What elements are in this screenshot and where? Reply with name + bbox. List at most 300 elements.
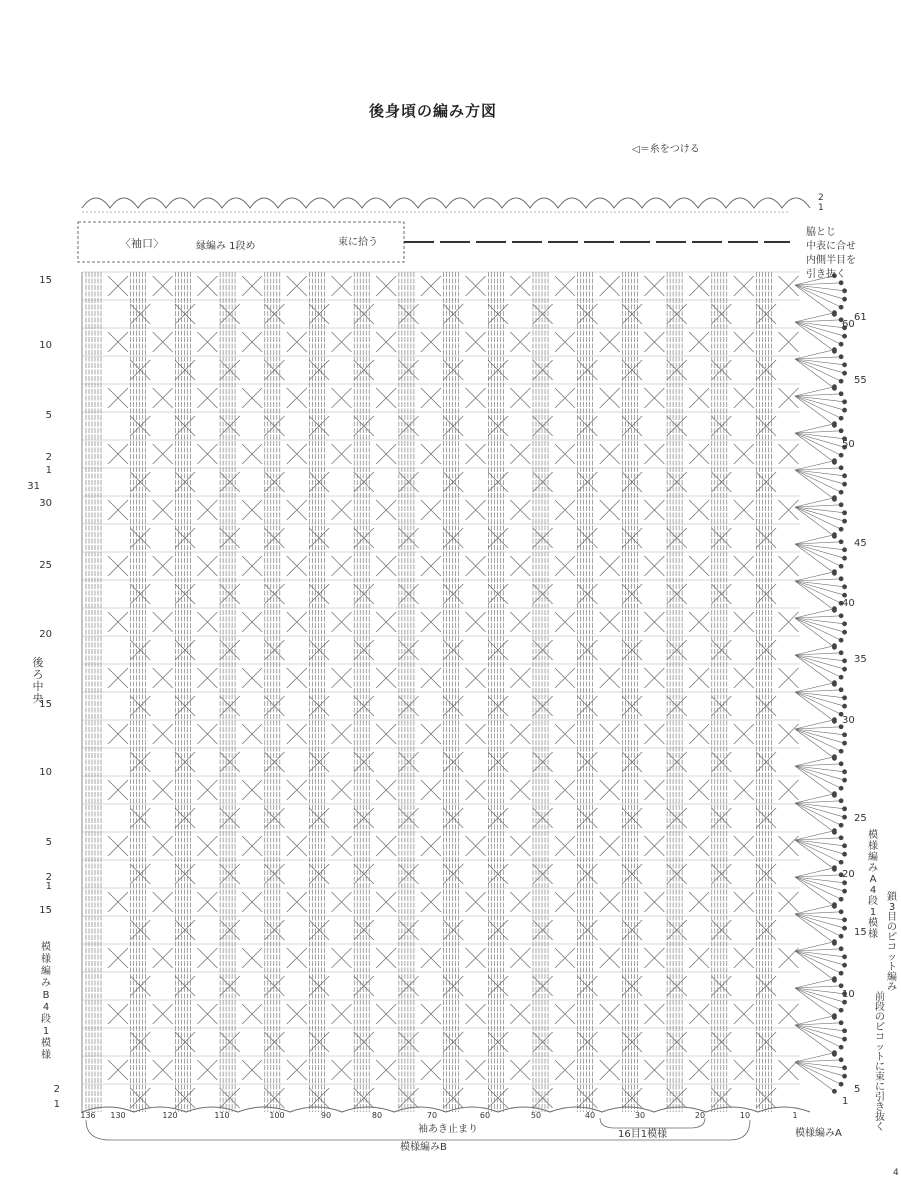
picot-fan-stitch	[795, 507, 845, 513]
picot-dot	[839, 675, 844, 680]
fan-motif	[421, 556, 441, 576]
picot-dot	[842, 1065, 847, 1070]
fan-motif	[264, 1088, 284, 1108]
fan-motif	[287, 948, 307, 968]
picot-fan-stitch	[795, 914, 845, 920]
fan-motif	[533, 1088, 553, 1108]
picot-dot	[842, 658, 847, 663]
fan-motif	[600, 1060, 620, 1080]
bottom-tick: 130	[110, 1111, 126, 1120]
fan-motif	[376, 388, 396, 408]
fan-motif	[622, 584, 642, 604]
fan-motif	[197, 276, 217, 296]
picot-note-label: み	[887, 982, 897, 993]
picot-dot	[839, 835, 844, 840]
prev-picot-note-label: く	[875, 1122, 885, 1133]
pick-bundle-label: 束に拾う	[338, 237, 378, 248]
picot-dot	[842, 704, 847, 709]
picot-fan-stitch	[795, 433, 834, 462]
fan-motif	[264, 864, 284, 884]
fan-motif	[510, 1060, 530, 1080]
legend-note: ◁＝糸をつける	[632, 144, 700, 155]
picot-dot	[842, 806, 847, 811]
fan-motif	[488, 360, 508, 380]
picot-dot	[842, 769, 847, 774]
picot-fan-stitch	[795, 581, 834, 610]
fan-motif	[399, 696, 419, 716]
fan-motif	[197, 1060, 217, 1080]
row-number-right: 50	[842, 439, 855, 450]
fan-motif	[332, 1004, 352, 1024]
picot-dot	[832, 458, 837, 463]
fan-motif	[667, 752, 687, 772]
picot-dot	[832, 643, 837, 648]
row-number-left: 25	[39, 560, 52, 571]
bottom-tick: 136	[80, 1111, 96, 1120]
picot-dot	[832, 902, 837, 907]
picot-fan-stitch	[795, 877, 845, 883]
pattern-a-vertical-label: 段	[868, 896, 878, 907]
fan-motif	[287, 332, 307, 352]
fan-motif	[264, 416, 284, 436]
fan-motif	[421, 780, 441, 800]
fan-motif	[488, 976, 508, 996]
picot-dot	[842, 621, 847, 626]
row-number-right: 1	[842, 1096, 849, 1107]
fan-motif	[421, 388, 441, 408]
row-number-right: 10	[842, 989, 855, 1000]
fan-motif	[443, 304, 463, 324]
fan-motif	[108, 892, 128, 912]
picot-fan-stitch	[795, 322, 845, 328]
fan-motif	[510, 948, 530, 968]
fan-motif	[734, 948, 754, 968]
picot-fan-stitch	[795, 285, 845, 291]
fan-motif	[264, 808, 284, 828]
fan-motif	[734, 612, 754, 632]
fan-motif	[264, 920, 284, 940]
fan-motif	[466, 556, 486, 576]
picot-dot	[839, 465, 844, 470]
prev-picot-note-label: 束	[875, 1072, 885, 1083]
fan-motif	[600, 276, 620, 296]
picot-dot	[832, 717, 837, 722]
side-join-label: 引き抜く	[806, 269, 846, 280]
fan-motif	[175, 640, 195, 660]
fan-motif	[443, 472, 463, 492]
fan-motif	[555, 332, 575, 352]
fan-motif	[242, 444, 262, 464]
fan-motif	[153, 556, 173, 576]
fan-motif	[264, 1032, 284, 1052]
fan-motif	[399, 472, 419, 492]
fan-motif	[332, 780, 352, 800]
picot-dot	[839, 539, 844, 544]
side-join-label: 内側半目を	[806, 255, 856, 266]
picot-fan-stitch	[795, 729, 845, 735]
fan-motif	[130, 1088, 150, 1108]
fan-motif	[711, 976, 731, 996]
fan-motif	[600, 948, 620, 968]
prev-picot-note-label: 前	[875, 992, 885, 1003]
fan-motif	[756, 752, 776, 772]
picot-dot	[832, 421, 837, 426]
fan-motif	[779, 1060, 799, 1080]
fan-motif	[443, 696, 463, 716]
fan-motif	[488, 752, 508, 772]
picot-dot	[839, 428, 844, 433]
row-number-right: 45	[854, 538, 867, 549]
fan-motif	[130, 360, 150, 380]
fan-motif	[287, 780, 307, 800]
fan-motif	[332, 332, 352, 352]
fan-motif	[421, 724, 441, 744]
picot-dot	[842, 1037, 847, 1042]
fan-motif	[644, 556, 664, 576]
fan-motif	[376, 1004, 396, 1024]
fan-motif	[555, 1004, 575, 1024]
fan-motif	[443, 640, 463, 660]
picot-dot	[839, 638, 844, 643]
pattern-b-vertical-label: 様	[41, 1050, 51, 1061]
fan-motif	[644, 332, 664, 352]
picot-dot	[839, 650, 844, 655]
fan-motif	[443, 864, 463, 884]
fan-motif	[555, 444, 575, 464]
fan-motif	[108, 332, 128, 352]
picot-fan-stitch	[795, 655, 834, 684]
pattern-a-vertical-label: A	[869, 874, 877, 885]
fan-motif	[264, 360, 284, 380]
pattern-a-vertical-label: 様	[868, 929, 878, 940]
picot-note-label: ト	[887, 962, 897, 973]
picot-dot	[839, 983, 844, 988]
pattern-b-vertical-label: 段	[41, 1014, 51, 1025]
prev-picot-note-label: ッ	[875, 1042, 885, 1053]
picot-dot	[842, 408, 847, 413]
fan-motif	[354, 640, 374, 660]
picot-fan-stitch	[795, 1025, 834, 1054]
picot-dot	[839, 1057, 844, 1062]
fan-motif	[242, 500, 262, 520]
fan-motif	[667, 808, 687, 828]
fan-motif	[689, 612, 709, 632]
fan-motif	[466, 1004, 486, 1024]
picot-note-label: ッ	[887, 952, 897, 963]
fan-motif	[555, 1060, 575, 1080]
fan-motif	[175, 1032, 195, 1052]
picot-fan-stitch	[795, 544, 834, 573]
fan-motif	[577, 696, 597, 716]
picot-note-label: 3	[888, 902, 896, 913]
fan-motif	[130, 472, 150, 492]
repeat-16-label: 16目1模様	[618, 1129, 668, 1140]
picot-dot	[839, 379, 844, 384]
fan-motif	[667, 360, 687, 380]
fan-motif	[644, 612, 664, 632]
fan-motif	[421, 332, 441, 352]
prev-picot-note-label: コ	[875, 1032, 885, 1043]
fan-motif	[644, 780, 664, 800]
picot-dot	[842, 917, 847, 922]
fan-motif	[264, 528, 284, 548]
picot-note-label: 目	[887, 912, 897, 923]
row-number-right: 61	[854, 312, 867, 323]
picot-fan-stitch	[795, 581, 845, 587]
picot-dot	[842, 362, 847, 367]
side-join-label: 脇とじ	[806, 227, 836, 238]
fan-motif	[399, 976, 419, 996]
fan-motif	[220, 752, 240, 772]
picot-dot	[842, 815, 847, 820]
fan-motif	[466, 332, 486, 352]
picot-dot	[842, 1028, 847, 1033]
fan-motif	[108, 836, 128, 856]
fan-motif	[734, 500, 754, 520]
fan-motif	[622, 1088, 642, 1108]
picot-dot	[839, 1045, 844, 1050]
fan-motif	[376, 276, 396, 296]
picot-dot	[839, 897, 844, 902]
picot-fan-stitch	[795, 1062, 845, 1068]
picot-dot	[842, 473, 847, 478]
picot-dot	[839, 823, 844, 828]
row-number-right: 60	[842, 319, 855, 330]
picot-dot	[839, 687, 844, 692]
picot-dot	[839, 416, 844, 421]
fan-motif	[711, 640, 731, 660]
fan-motif	[287, 668, 307, 688]
fan-motif	[376, 948, 396, 968]
picot-dot	[842, 519, 847, 524]
fan-motif	[779, 500, 799, 520]
picot-dot	[842, 741, 847, 746]
picot-dot	[842, 399, 847, 404]
fan-motif	[108, 500, 128, 520]
picot-dot	[839, 490, 844, 495]
fan-motif	[399, 528, 419, 548]
picot-dot	[842, 732, 847, 737]
fan-motif	[510, 332, 530, 352]
picot-fan-stitch	[795, 470, 845, 476]
fan-motif	[689, 1004, 709, 1024]
pattern-b-label: 模様編みB	[400, 1142, 447, 1153]
fan-motif	[175, 808, 195, 828]
fan-motif	[533, 696, 553, 716]
fan-motif	[510, 780, 530, 800]
fan-motif	[600, 388, 620, 408]
fan-motif	[622, 752, 642, 772]
fan-motif	[242, 892, 262, 912]
row-number-right: 15	[854, 927, 867, 938]
fan-motif	[466, 892, 486, 912]
row-number-right: 25	[854, 813, 867, 824]
picot-fan-stitch	[795, 803, 834, 832]
fan-motif	[197, 836, 217, 856]
fan-motif	[622, 808, 642, 828]
bottom-tick: 40	[584, 1111, 596, 1120]
row-number-left: 2	[53, 1084, 60, 1095]
fan-motif	[488, 304, 508, 324]
bottom-tick: 20	[694, 1111, 706, 1120]
fan-motif	[600, 836, 620, 856]
fan-motif	[756, 1088, 776, 1108]
pattern-a-vertical-label: み	[868, 863, 878, 874]
fan-motif	[577, 1088, 597, 1108]
fan-motif	[533, 472, 553, 492]
fan-motif	[153, 948, 173, 968]
bottom-tick: 1	[792, 1111, 798, 1120]
bottom-tick: 70	[426, 1111, 438, 1120]
fan-motif	[264, 584, 284, 604]
fan-motif	[622, 1032, 642, 1052]
fan-motif	[466, 444, 486, 464]
fan-motif	[667, 920, 687, 940]
fan-motif	[600, 556, 620, 576]
picot-dot	[832, 347, 837, 352]
fan-motif	[711, 1088, 731, 1108]
fan-motif	[130, 416, 150, 436]
fan-motif	[287, 388, 307, 408]
picot-dot	[832, 1089, 837, 1094]
row-number-left: 10	[39, 340, 52, 351]
fan-motif	[242, 668, 262, 688]
picot-dot	[839, 576, 844, 581]
picot-dot	[839, 613, 844, 618]
row-number-left: 30	[39, 498, 52, 509]
fan-motif	[488, 864, 508, 884]
fan-motif	[622, 696, 642, 716]
fan-motif	[466, 668, 486, 688]
picot-dot	[832, 791, 837, 796]
fan-motif	[488, 584, 508, 604]
fan-motif	[756, 1032, 776, 1052]
fan-motif	[756, 696, 776, 716]
fan-motif	[421, 612, 441, 632]
pattern-a-vertical-label: 編	[868, 852, 878, 863]
fan-motif	[711, 416, 731, 436]
pattern-b-vertical-label: 模	[41, 1038, 51, 1049]
fan-motif	[734, 276, 754, 296]
fan-motif	[130, 920, 150, 940]
fan-motif	[577, 360, 597, 380]
fan-motif	[667, 864, 687, 884]
fan-motif	[153, 444, 173, 464]
fan-motif	[667, 304, 687, 324]
fan-motif	[510, 444, 530, 464]
page-number: 4	[893, 1168, 899, 1178]
fan-motif	[443, 1088, 463, 1108]
pattern-a-vertical-label: 模	[868, 918, 878, 929]
fan-motif	[510, 724, 530, 744]
picot-dot	[839, 1082, 844, 1087]
fan-motif	[510, 836, 530, 856]
fan-motif	[175, 528, 195, 548]
back-center-label: 央	[32, 692, 44, 705]
fan-motif	[577, 1032, 597, 1052]
fan-motif	[466, 276, 486, 296]
fan-motif	[756, 976, 776, 996]
picot-dot	[832, 754, 837, 759]
fan-motif	[711, 1032, 731, 1052]
back-center-label: 中	[32, 680, 44, 693]
picot-dot	[842, 482, 847, 487]
picot-dot	[839, 946, 844, 951]
fan-motif	[220, 304, 240, 324]
picot-fan-stitch	[795, 951, 845, 957]
pattern-b-vertical-label: 様	[41, 954, 51, 965]
fan-motif	[779, 388, 799, 408]
row-number-left: 5	[45, 410, 52, 421]
picot-dot	[832, 532, 837, 537]
fan-motif	[734, 1060, 754, 1080]
fan-motif	[421, 892, 441, 912]
fan-motif	[197, 612, 217, 632]
row-number-left: 1	[53, 1099, 60, 1110]
fan-motif	[488, 1088, 508, 1108]
fan-motif	[756, 528, 776, 548]
fan-motif	[354, 864, 374, 884]
fan-motif	[130, 304, 150, 324]
picot-dot	[842, 667, 847, 672]
fan-motif	[197, 780, 217, 800]
fan-motif	[533, 976, 553, 996]
fan-motif	[577, 472, 597, 492]
fan-motif	[175, 752, 195, 772]
picot-dot	[839, 786, 844, 791]
fan-motif	[287, 444, 307, 464]
fan-motif	[488, 920, 508, 940]
picot-dot	[839, 354, 844, 359]
fan-motif	[734, 388, 754, 408]
picot-fan-stitch	[795, 285, 834, 314]
fan-motif	[220, 1032, 240, 1052]
fan-motif	[734, 836, 754, 856]
fan-motif	[376, 332, 396, 352]
picot-dot	[839, 971, 844, 976]
fan-motif	[756, 808, 776, 828]
picot-fan-stitch	[795, 618, 845, 624]
fan-motif	[510, 276, 530, 296]
fan-motif	[622, 528, 642, 548]
row-number-left: 15	[39, 699, 52, 710]
fan-motif	[689, 780, 709, 800]
picot-dot	[842, 1074, 847, 1079]
fan-motif	[644, 444, 664, 464]
fan-motif	[510, 668, 530, 688]
picot-dot	[842, 297, 847, 302]
picot-fan-stitch	[795, 840, 834, 869]
picot-dot	[839, 798, 844, 803]
fan-motif	[130, 528, 150, 548]
fan-motif	[354, 528, 374, 548]
fan-motif	[309, 640, 329, 660]
fan-motif	[175, 472, 195, 492]
picot-dot	[832, 939, 837, 944]
fan-motif	[711, 696, 731, 716]
fan-motif	[153, 1004, 173, 1024]
fan-motif	[667, 416, 687, 436]
fan-motif	[622, 360, 642, 380]
fan-motif	[779, 780, 799, 800]
fan-motif	[756, 640, 776, 660]
top-row-2: 2	[818, 193, 824, 203]
fan-motif	[287, 556, 307, 576]
fan-motif	[533, 920, 553, 940]
picot-fan-stitch	[795, 766, 834, 795]
fan-motif	[443, 808, 463, 828]
fan-motif	[555, 500, 575, 520]
